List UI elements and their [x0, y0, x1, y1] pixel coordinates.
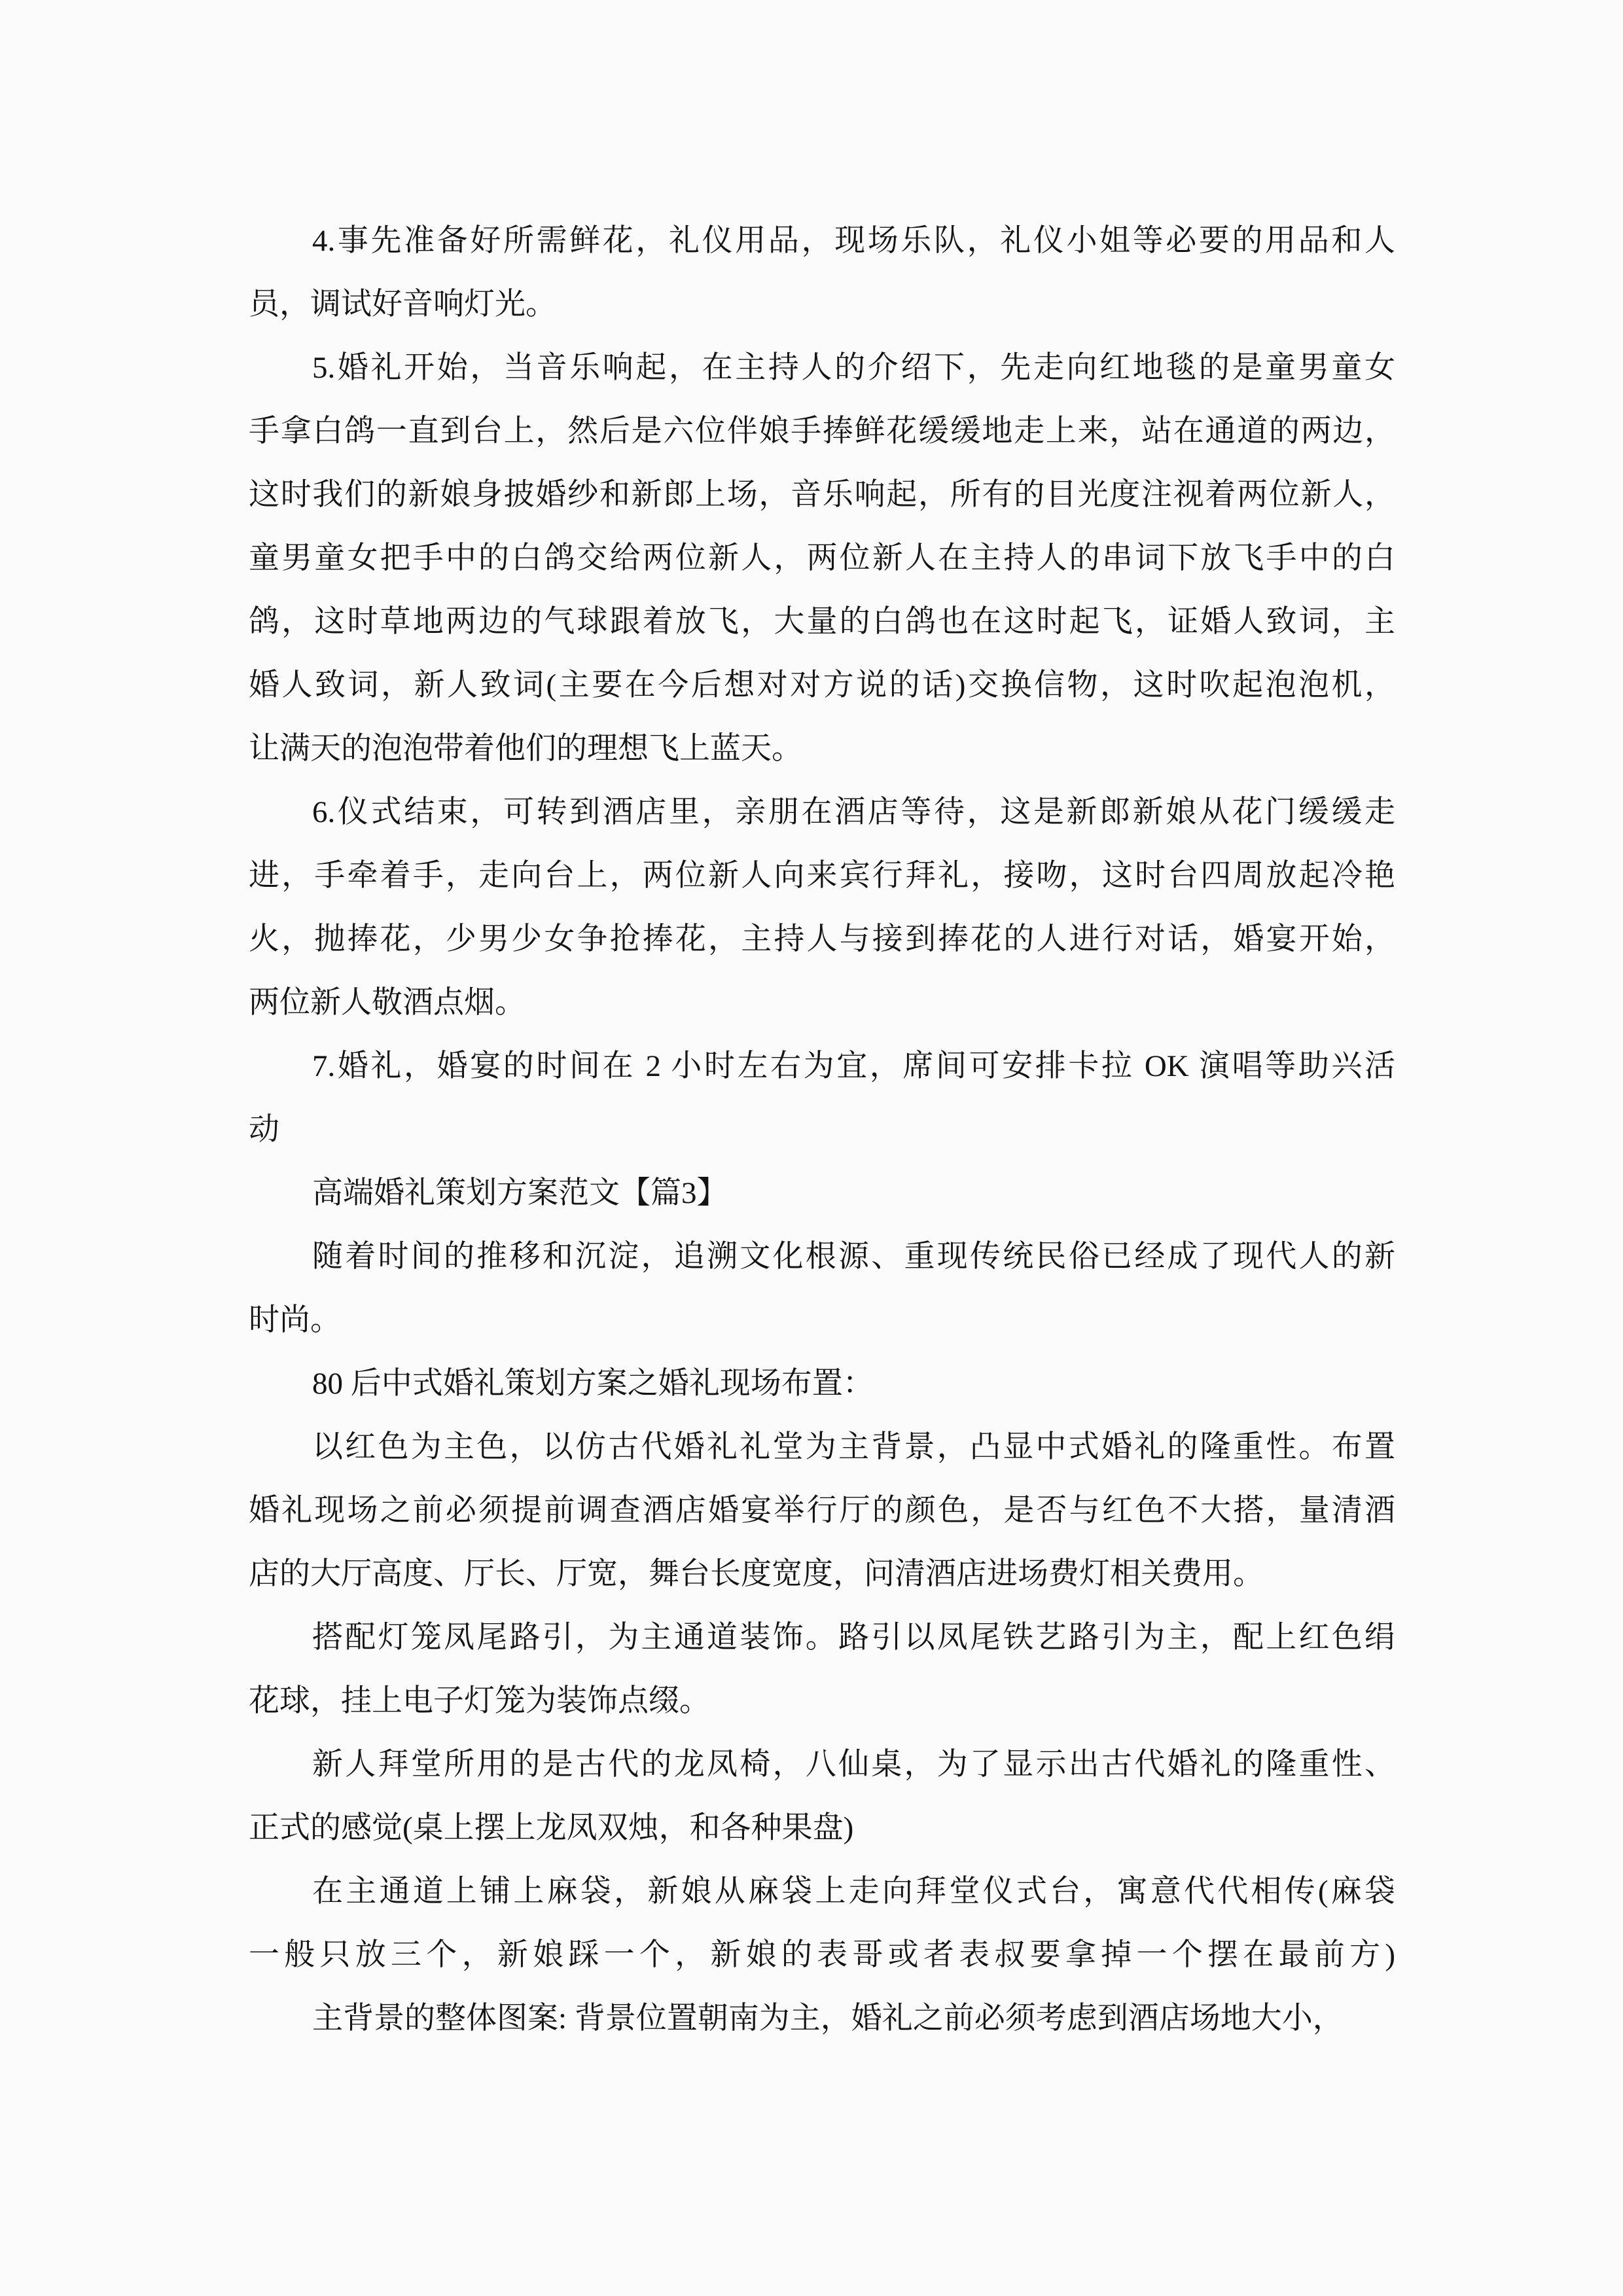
text-line: 正式的感觉(桌上摆上龙凤双烛，和各种果盘)	[249, 1811, 854, 1845]
text-line: 搭配灯笼凤尾路引，为主通道装饰。路引以凤尾铁艺路引为主，配上红色绢	[312, 1621, 1395, 1655]
text-line: 婚礼现场之前必须提前调查酒店婚宴举行厅的颜色，是否与红色不大搭，量清酒	[249, 1494, 1395, 1528]
text-line: 7.婚礼，婚宴的时间在 2 小时左右为宜，席间可安排卡拉 OK 演唱等助兴活	[312, 1049, 1395, 1083]
text-line: 80 后中式婚礼策划方案之婚礼现场布置：	[312, 1367, 874, 1401]
text-line: 鸽，这时草地两边的气球跟着放飞，大量的白鸽也在这时起飞，证婚人致词，主	[249, 605, 1395, 639]
text-line: 主背景的整体图案: 背景位置朝南为主，婚礼之前必须考虑到酒店场地大小，	[312, 2001, 1344, 2036]
document-text-block	[249, 209, 1395, 2051]
text-line: 这时我们的新娘身披婚纱和新郎上场，音乐响起，所有的目光度注视着两位新人，	[249, 478, 1395, 512]
text-line: 随着时间的推移和沉淀，追溯文化根源、重现传统民俗已经成了现代人的新	[312, 1240, 1395, 1274]
text-line: 手拿白鸽一直到台上，然后是六位伴娘手捧鲜花缓缓地走上来，站在通道的两边，	[249, 414, 1395, 448]
text-line: 高端婚礼策划方案范文【篇3】	[312, 1176, 728, 1210]
text-line: 一般只放三个，新娘踩一个，新娘的表哥或者表叔要拿掉一个摆在最前方)	[249, 1938, 1395, 1972]
text-line: 童男童女把手中的白鸽交给两位新人，两位新人在主持人的串词下放飞手中的白	[249, 541, 1395, 575]
text-line: 火，抛捧花，少男少女争抢捧花，主持人与接到捧花的人进行对话，婚宴开始，	[249, 922, 1395, 956]
text-line: 以红色为主色，以仿古代婚礼礼堂为主背景，凸显中式婚礼的隆重性。布置	[312, 1430, 1395, 1464]
text-line: 在主通道上铺上麻袋，新娘从麻袋上走向拜堂仪式台，寓意代代相传(麻袋	[312, 1874, 1395, 1909]
text-line: 员，调试好音响灯光。	[249, 287, 556, 321]
text-line: 婚人致词，新人致词(主要在今后想对对方说的话)交换信物，这时吹起泡泡机，	[249, 668, 1395, 702]
text-line: 店的大厅高度、厅长、厅宽，舞台长度宽度，问清酒店进场费灯相关费用。	[249, 1557, 1264, 1591]
text-line: 时尚。	[249, 1303, 341, 1337]
text-line: 让满天的泡泡带着他们的理想飞上蓝天。	[249, 732, 802, 766]
text-line: 两位新人敬酒点烟。	[249, 986, 526, 1020]
text-line: 动	[249, 1113, 279, 1147]
text-line: 6.仪式结束，可转到酒店里，亲朋在酒店等待，这是新郎新娘从花门缓缓走	[312, 795, 1395, 829]
text-line: 花球，挂上电子灯笼为装饰点缀。	[249, 1684, 710, 1718]
text-line: 进，手牵着手，走向台上，两位新人向来宾行拜礼，接吻，这时台四周放起冷艳	[249, 859, 1395, 893]
text-line: 4.事先准备好所需鲜花，礼仪用品，现场乐队，礼仪小姐等必要的用品和人	[312, 224, 1395, 258]
text-line: 新人拜堂所用的是古代的龙凤椅，八仙桌，为了显示出古代婚礼的隆重性、	[312, 1748, 1395, 1782]
text-line: 5.婚礼开始，当音乐响起，在主持人的介绍下，先走向红地毯的是童男童女	[312, 351, 1395, 385]
